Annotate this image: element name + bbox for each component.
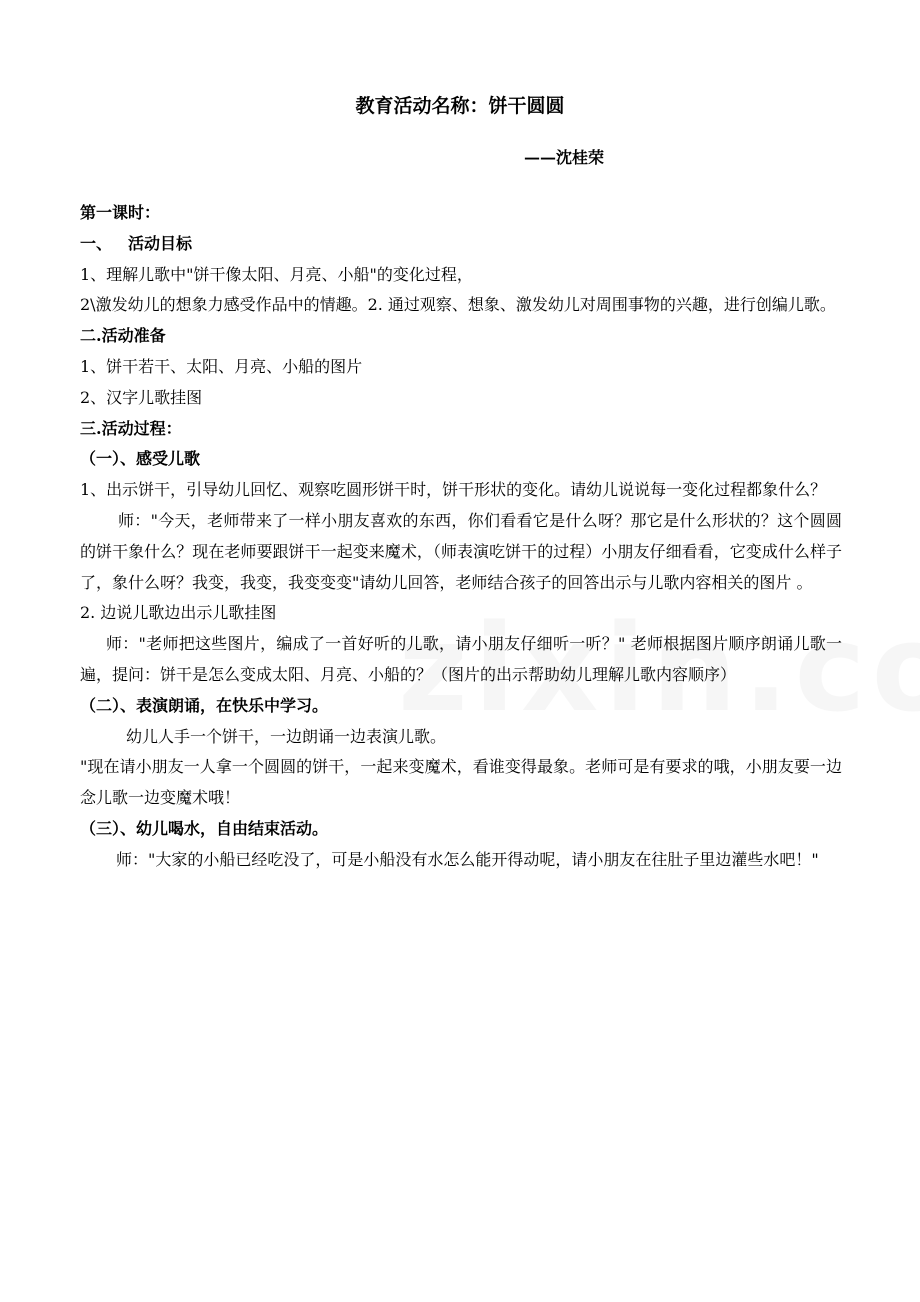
step-1-paragraph: 1、出示饼干，引导幼儿回忆、观察吃圆形饼干时，饼干形状的变化。请幼儿说说每一变化过程都象什么？	[80, 480, 827, 500]
goal-item-1: 1、理解儿歌中"饼干像太阳、月亮、小船"的变化过程，	[80, 264, 473, 284]
part-2-speech: "现在请小朋友一人拿一个圆圆的饼干，一起来变魔术，看谁变得最象。老师可是有要求的哦，小朋友要一边念儿歌一边变魔术哦！	[80, 757, 842, 808]
document-title: 教育活动名称：饼干圆圆	[355, 95, 565, 117]
document-author: ——沈桂荣	[524, 148, 605, 167]
section-heading-preparation: 二.活动准备	[80, 326, 166, 346]
section-title: 活动目标	[128, 233, 193, 253]
lesson-heading: 第一课时：	[80, 203, 161, 222]
prep-item-1: 1、饼干若干、太阳、月亮、小船的图片	[80, 356, 363, 376]
step-2-speech: 师："老师把这些图片，编成了一首好听的儿歌，请小朋友仔细听一听？" 老师根据图片顺序朗诵儿歌一遍，提问：饼干是怎么变成太阳、月亮、小船的？（图片的出示帮助幼儿理解儿歌内容顺序）	[80, 634, 842, 684]
part-3-speech: 师："大家的小船已经吃没了，可是小船没有水怎么能开得动呢，请小朋友在往肚子里边灌些水吧！"	[116, 849, 819, 869]
step-1-speech: 师："今天，老师带来了一样小朋友喜欢的东西，你们看看它是什么呀？那它是什么形状的？这个圆圆的饼干象什么？现在老师要跟饼干一起变来魔术，（师表演吃饼干的过程）小朋友仔细看看，它变成什么样子了，象什么呀？我变，我变，我变变变"请幼儿回答，老师结合孩子的回答出示与儿歌内容相关的图片 。	[80, 510, 842, 592]
part-heading-1: （一）、感受儿歌	[80, 449, 201, 469]
document-body	[80, 198, 842, 876]
section-number: 一、	[80, 233, 113, 253]
part-heading-2: （二）、表演朗诵，在快乐中学习。	[80, 695, 329, 715]
step-2-paragraph: 2. 边说儿歌边出示儿歌挂图	[80, 603, 277, 623]
part-heading-3: （三）、幼儿喝水，自由结束活动。	[80, 818, 329, 838]
prep-item-2: 2、汉字儿歌挂图	[80, 387, 203, 407]
section-heading-goals	[80, 229, 842, 260]
section-heading-process: 三.活动过程：	[80, 418, 182, 438]
part-2-text: 幼儿人手一个饼干，一边朗诵一边表演儿歌。	[126, 726, 447, 746]
goal-item-2: 2\激发幼儿的想象力感受作品中的情趣。2. 通过观察、想象、激发幼儿对周围事物的兴趣，进行创编儿歌。	[80, 295, 836, 315]
